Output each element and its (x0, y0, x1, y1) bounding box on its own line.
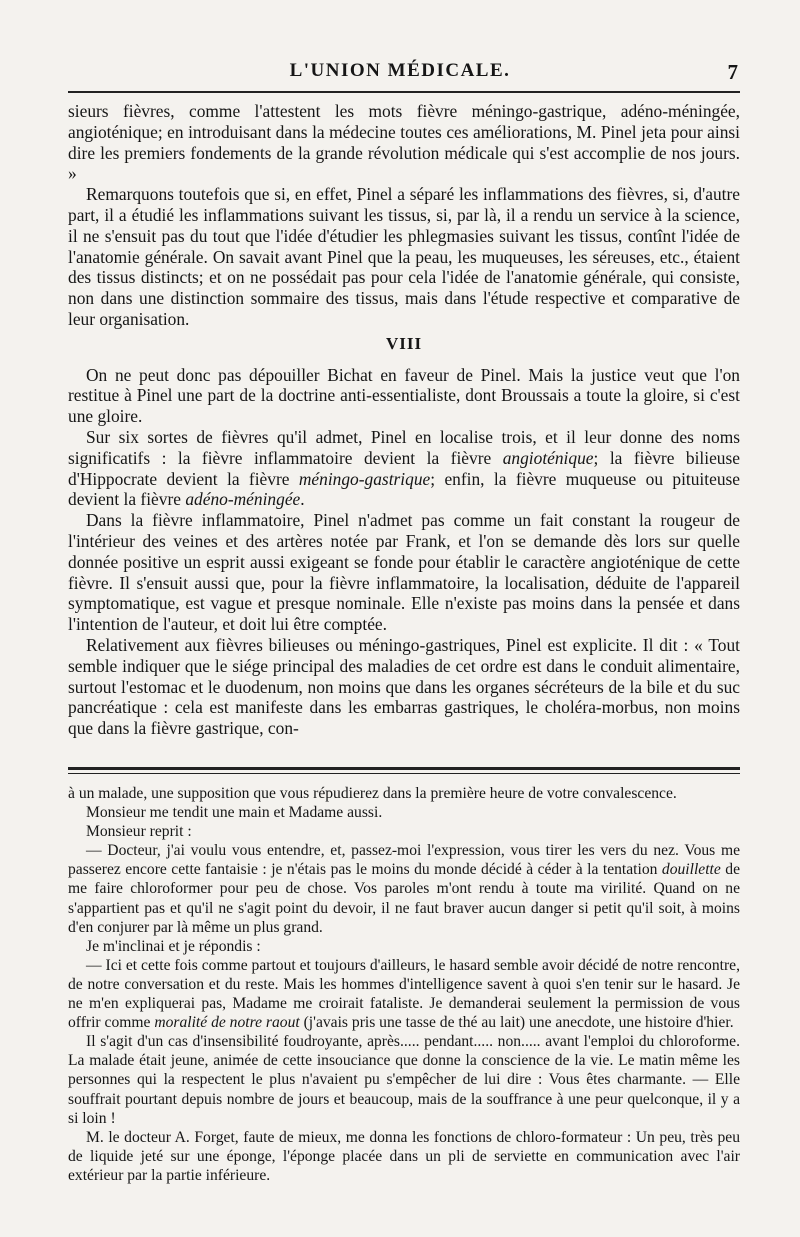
text-run: Sur six sortes de fièvres qu'il admet, Pinel en localise trois, et il leur donne des noms significatifs : la fièvre inflammatoire devient la fièvre (68, 426, 740, 468)
journal-title: L'UNION MÉDICALE. (289, 60, 511, 81)
paragraph (68, 427, 740, 510)
paragraph: Relativement aux fièvres bilieuses ou méningo-gastriques, Pinel est explicite. Il dit : « Tout semble indiquer que le siége principal des maladies de cet ordre est dans le conduit alimentaire, surtout l'estomac et le duodenum, non moins que dans les organes sécréteurs de la bile et du suc pancréatique : cela est manifeste dans les embarras gastriques, le choléra-morbus, non moins que dans la fièvre gastrique, con- (68, 634, 740, 739)
paragraph: M. le docteur A. Forget, faute de mieux, me donna les fonctions de chloro-formateur : Un peu, très peu de liquide jeté sur une éponge, l'éponge placée dans un pli de serviette en communication avec l'air extérieur par la partie inférieure. (68, 1128, 740, 1184)
italic-term: douillette (661, 861, 721, 879)
paragraph (68, 841, 740, 936)
italic-term: angioténique (502, 447, 594, 468)
header-rule (68, 91, 740, 93)
text-run: — Ici et cette fois comme partout et toujours d'ailleurs, le hasard semble avoir décidé de notre rencontre, de notre conversation et du reste. Mais les hommes d'intelligence savent à quoi s'en tenir sur le hasard. Je ne m'en expliquerai pas, Madame me croirait fataliste. Je demanderai seulement la permission de vous offrir comme (68, 956, 740, 1032)
paragraph: On ne peut donc pas dépouiller Bichat en faveur de Pinel. Mais la justice veut que l'on restitue à Pinel une part de la doctrine anti-essentialiste, dont Broussais a toute la gloire, si c'est une gloire. (68, 364, 740, 427)
feuilleton-rule-thin (68, 773, 740, 774)
text-run: ; enfin, la fièvre muqueuse ou pituiteuse devient la fièvre (68, 468, 740, 510)
page-number: 7 (727, 60, 738, 84)
main-article (68, 101, 740, 739)
paragraph: Monsieur reprit : (86, 823, 192, 841)
feuilleton (68, 784, 740, 1185)
paragraph (68, 956, 740, 1032)
italic-term: moralité de notre raout (154, 1014, 300, 1032)
italic-term: adéno-méningée (185, 489, 301, 510)
text-run: — Docteur, j'ai voulu vous entendre, et, passez-moi l'expression, vous tirer les vers du nez. Vous me passerez encore cette fantaisie : je n'étais pas le moins du monde décidé à céder à la tentation (68, 842, 740, 879)
section-heading: VIII (385, 333, 423, 353)
paragraph: Il s'agit d'un cas d'insensibilité foudroyante, après..... pendant..... non..... avant l'emploi du chloroforme. La malade était jeune, animée de cette insouciance que donne la conscience de la vie. Le matin même les personnes qui la respectent le plus n'avaient pu s'empêcher de lui dire : Vous êtes charmante. — Elle souffrait pourtant depuis nombre de jours et beaucoup, mais de la souffrance à une peur quelconque, il y a si loin ! (68, 1033, 740, 1127)
text-run: de me faire chloroformer pour peu de chose. Vos paroles m'ont rendu à toute ma virilité. Quand on ne s'appartient pas et qu'il ne s'agit point du devoir, il ne faut braver aucun danger si petit qu'il soit, à moins d'en conjurer par là même un plus grand. (68, 861, 740, 936)
paragraph: Je m'inclinai et je répondis : (86, 937, 261, 955)
paragraph: Monsieur me tendit une main et Madame aussi. (86, 804, 383, 822)
text-run: . (300, 489, 305, 510)
paragraph: à un malade, une supposition que vous répudierez dans la première heure de votre convalescence. (68, 785, 677, 802)
running-header (0, 60, 800, 86)
paragraph: Dans la fièvre inflammatoire, Pinel n'admet pas comme un fait constant la rougeur de l'intérieur des veines et des artères notée par Frank, et l'on se demande dès lors sur quelle donnée positive un esprit aussi exigeant se fonde pour établir le caractère angioténique de cette fièvre. Il s'ensuit aussi que, pour la fièvre inflammatoire, la localisation, déduite de l'appareil symptomatique, est vague et presque nominale. Elle n'existe pas moins dans la pensée et dans l'intention de l'auteur, et doit lui être comptée. (68, 510, 740, 635)
paragraph: Remarquons toutefois que si, en effet, Pinel a séparé les inflammations des fièvres, si, d'autre part, il a étudié les inflammations suivant les tissus, si, par là, il a rendu un service à la science, il ne s'ensuit pas du tout que l'idée d'étudier les phlegmasies suivant les tissus, contînt l'idée de l'anatomie générale. On savait avant Pinel que la peau, les muqueuses, les séreuses, etc., étaient des tissus distincts; et on ne possédait pas pour cela l'idée de l'anatomie générale, qui consiste, non dans une distinction sommaire des tissus, mais dans l'étude respective et comparative de leur organisation. (68, 184, 740, 329)
italic-term: méningo-gastrique (298, 468, 431, 489)
paragraph: sieurs fièvres, comme l'attestent les mots fièvre méningo-gastrique, adéno-méningée, angioténique; en introduisant dans la médecine toutes ces améliorations, M. Pinel jeta pour ainsi dire les premiers fondements de la grande révolution médicale qui s'est accomplie de nos jours. » (68, 101, 740, 184)
text-run: (j'avais pris une tasse de thé au lait) une anecdote, une histoire d'hier. (299, 1014, 734, 1032)
feuilleton-rule-thick (68, 767, 740, 770)
text-run: ; la fièvre bilieuse d'Hippocrate devient la fièvre (68, 447, 740, 489)
